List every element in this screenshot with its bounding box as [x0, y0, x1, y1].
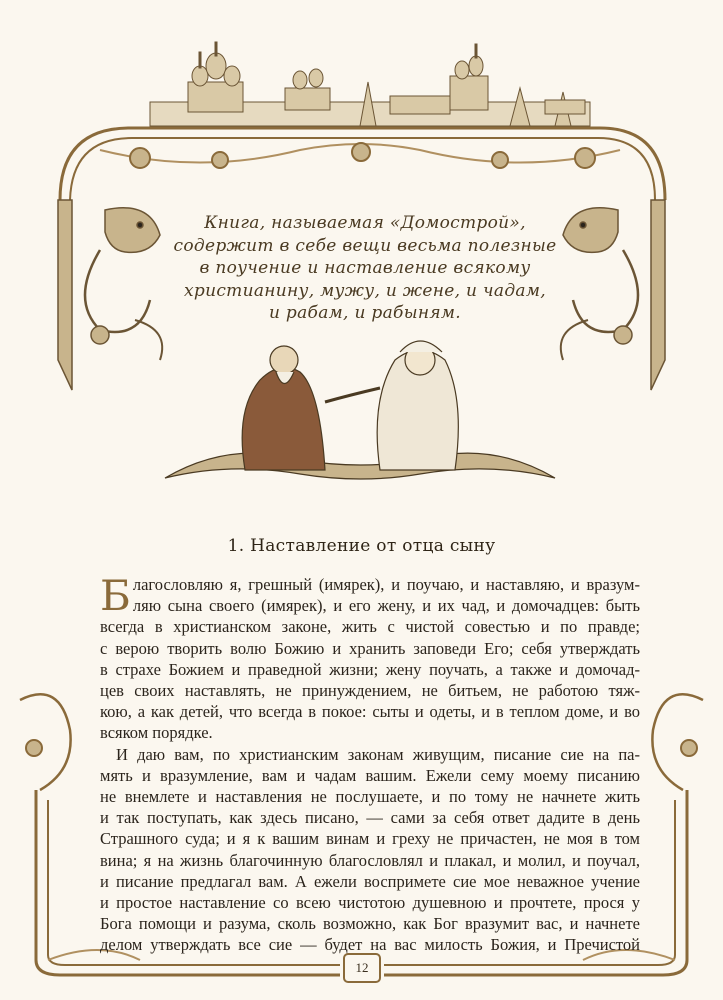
chapter-body: [100, 571, 640, 956]
father-and-son-illustration: [165, 341, 555, 479]
body-line: ляю сына своего (имярек), и его жену, и их чад, и домочадцев: быть: [132, 596, 640, 616]
body-line: и писание предлагал вам. А ежели воспримете сие мое неважное учение: [100, 871, 640, 891]
body-line: не внемлете и наставления не послушаете, и по тому не начнете жить: [100, 787, 640, 807]
page-number: 12: [355, 960, 369, 975]
body-line: лагословляю я, грешный (имярек), и поучаю, и наставляю, и вразум-: [132, 575, 640, 594]
body-line: И даю вам, по христианским законам живущим, писание сие на па-: [116, 744, 640, 764]
right-bird-ornament: [561, 200, 665, 390]
body-line: всегда в христианском законе, жить с чистой совестью и по правде;: [100, 617, 640, 637]
intro-line: Книга, называемая «Домострой»,: [204, 213, 526, 233]
chapter-title: 1. Наставление от отца сыну: [227, 536, 496, 556]
intro-line: и рабам, и рабыням.: [268, 303, 462, 323]
kremlin-skyline-illustration: [150, 42, 590, 126]
left-bird-ornament: [58, 200, 162, 390]
drop-cap: Б: [100, 571, 131, 620]
body-line: цев своих наставлять, не принуждением, не битьем, не работою тяж-: [100, 681, 640, 701]
body-line: делом утверждать все сие — будет на вас милость Божия, и Пречистой: [100, 935, 640, 955]
intro-line: содержит в себе вещи весьма полезные: [173, 235, 557, 256]
body-line: всяком порядке.: [100, 723, 213, 743]
body-line: и так поступать, как здесь писано, — сами за себя ответ дадите в день: [100, 808, 640, 828]
book-intro: [170, 212, 560, 325]
intro-line: христианину, мужу, и жене, и чадам,: [184, 280, 546, 301]
body-line: и простое наставление со всею чистотою душевною и прочтете, прося у: [100, 893, 640, 913]
body-line: в страхе Божием и праведной жизни; жену поучать, а также и домочад-: [100, 659, 640, 679]
body-line: Страшного суда; и я к вашим винам и греху не причастен, не моя в том: [100, 829, 640, 849]
body-line: мять и вразумление, вам и чадам вашим. Ежели сему моему писанию: [100, 765, 640, 785]
intro-line: в поучение и наставление всякому: [199, 258, 531, 278]
body-line: Бога помощи и разума, сколь возможно, как Бог вразумит вас, и начнете: [100, 914, 640, 934]
body-line: кою, а как детей, что всегда в покое: сыты и одеты, и в теплом доме, и во: [100, 702, 640, 722]
top-frame-ornament: [60, 128, 665, 200]
body-line: вина; я на жизнь благочинную благословлял и плакал, и молил, и поучал,: [100, 850, 640, 870]
body-line: с верою творить волю Божию и хранить заповеди Его; себя утверждать: [100, 638, 640, 658]
